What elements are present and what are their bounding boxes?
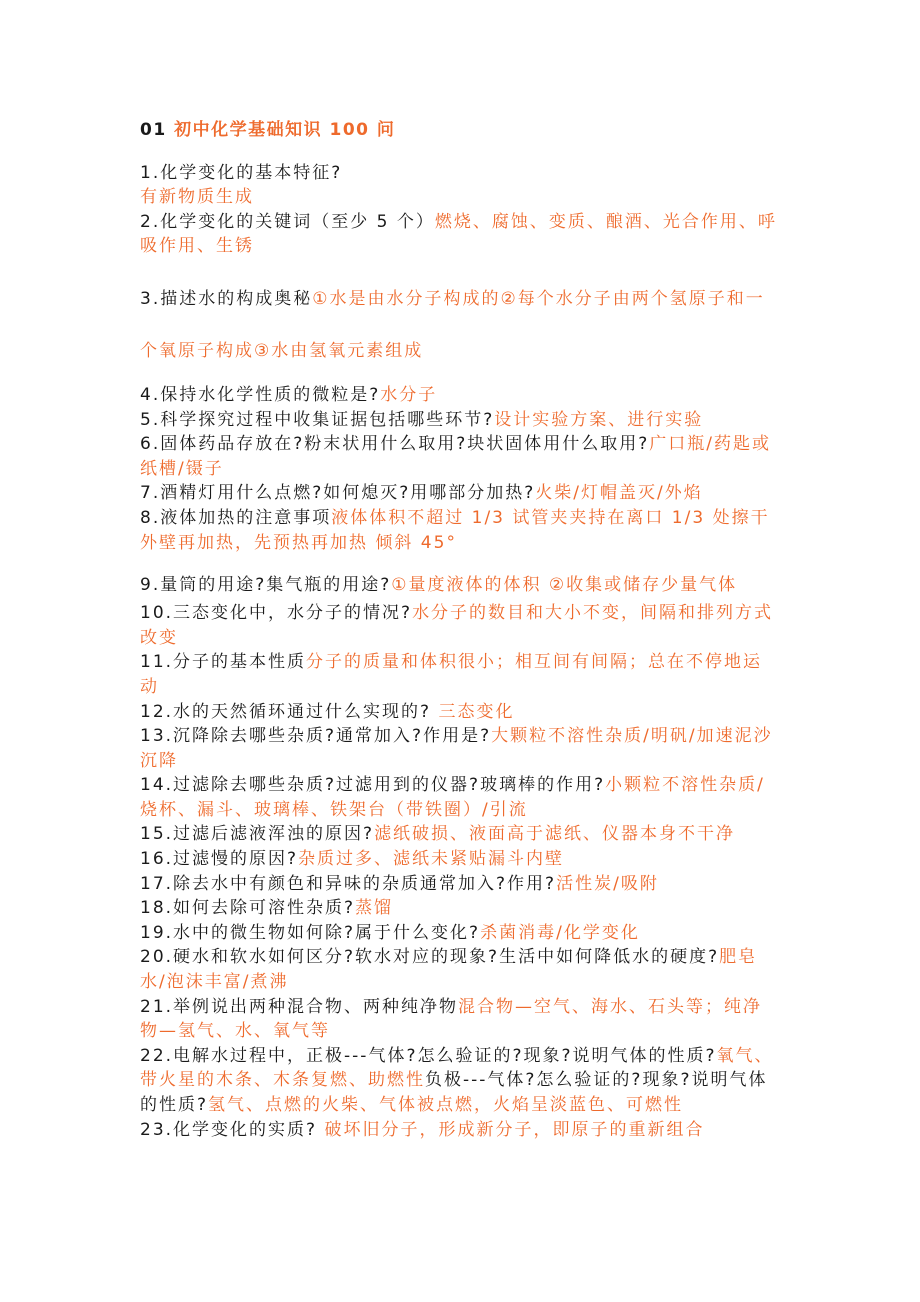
question-text: 12.水的天然循环通过什么实现的? [140, 701, 432, 722]
qa-item-14 [140, 773, 780, 822]
answer-text: 肥皂水/泡沫丰富/煮沸 [140, 947, 758, 993]
question-text: 20.硬水和软水如何区分?软水对应的现象?生活中如何降低水的硬度? [140, 947, 720, 968]
qa-item-10 [140, 601, 780, 650]
answer-text: 破坏旧分子，形成新分子，即原子的重新组合 [317, 1119, 705, 1140]
qa-item-16 [140, 847, 780, 872]
qa-item-3 [140, 273, 780, 377]
answer-text: 设计实验方案、进行实验 [494, 409, 704, 430]
answer-text: 混合物—空气、海水、石头等；纯净物—氢气、水、氧气等 [140, 996, 763, 1042]
qa-item-9 [140, 569, 780, 601]
question-text: 21.举例说出两种混合物、两种纯净物 [140, 996, 459, 1017]
title-number: 01 [140, 120, 167, 140]
question-text: 23.化学变化的实质? [140, 1119, 318, 1140]
answer-text: ①量度液体的体积 ②收集或储存少量气体 [391, 575, 738, 596]
answer-text: 三态变化 [431, 701, 515, 722]
question-text: 8.液体加热的注意事项 [140, 507, 332, 528]
question-text: 10.三态变化中，水分子的情况? [140, 603, 413, 624]
qa-item-21 [140, 995, 780, 1044]
question-text: 19.水中的微生物如何除?属于什么变化? [140, 922, 481, 943]
question-text: 15.过滤后滤液浑浊的原因? [140, 824, 375, 845]
question-text-2: 负极---气体?怎么验证的?现象?说明气体的性质? [140, 1070, 768, 1115]
answer-text: 杂质过多、滤纸未紧贴漏斗内壁 [298, 849, 565, 870]
answer-text: 小颗粒不溶性杂质/烧杯、漏斗、玻璃棒、铁架台（带铁圈）/引流 [140, 775, 765, 820]
answer-text: ①水是由水分子构成的②每个水分子由两个氢原子和一个氧原子构成③水由氢氧元素组成 [140, 288, 765, 361]
qa-item-23 [140, 1118, 780, 1143]
answer-text: 燃烧、腐蚀、变质、酿酒、光合作用、呼吸作用、生锈 [140, 211, 777, 257]
qa-item-2 [140, 210, 780, 259]
qa-item-17 [140, 872, 780, 897]
answer-text: 分子的质量和体积很小；相互间有间隔；总在不停地运动 [140, 652, 763, 697]
qa-item-19 [140, 921, 780, 946]
question-text: 22.电解水过程中，正极---气体?怎么验证的?现象?说明气体的性质? [140, 1045, 717, 1066]
question-text: 6.固体药品存放在?粉末状用什么取用?块状固体用什么取用? [140, 434, 650, 455]
answer-text: 广口瓶/药匙或纸槽/镊子 [140, 434, 772, 479]
qa-item-7 [140, 481, 780, 506]
question-text: 4.保持水化学性质的微粒是? [140, 384, 381, 405]
question-text: 5.科学探究过程中收集证据包括哪些环节? [140, 409, 495, 430]
question-text: 14.过滤除去哪些杂质?过滤用到的仪器?玻璃棒的作用? [140, 775, 606, 796]
answer-text: 杀菌消毒/化学变化 [480, 922, 640, 943]
answer-text: 蒸馏 [355, 898, 394, 919]
question-text: 18.如何去除可溶性杂质? [140, 898, 356, 919]
qa-item-20 [140, 945, 780, 994]
answer-text: 液体体积不超过 1/3 试管夹夹持在离口 1/3 处擦干外壁再加热，先预热再加热 倾斜 45° [140, 507, 770, 553]
qa-item-8 [140, 506, 780, 555]
answer-text: 滤纸破损、液面高于滤纸、仪器本身不干净 [374, 824, 736, 845]
qa-item-11 [140, 650, 780, 699]
answer-text: 大颗粒不溶性杂质/明矾/加速泥沙沉降 [140, 726, 773, 771]
answer-text: 有新物质生成 [140, 187, 254, 208]
qa-item-15 [140, 822, 780, 847]
answer-text-2: 氢气、点燃的火柴、气体被点燃，火焰呈淡蓝色、可燃性 [208, 1095, 684, 1115]
answer-text: 水分子的数目和大小不变，间隔和排列方式改变 [140, 603, 774, 648]
qa-item-1 [140, 161, 780, 210]
question-text: 13.沉降除去哪些杂质?通常加入?作用是? [140, 726, 492, 747]
qa-item-13 [140, 724, 780, 773]
qa-item-6 [140, 432, 780, 481]
answer-text: 水分子 [380, 384, 438, 405]
qa-item-22 [140, 1044, 780, 1118]
question-text: 9.量筒的用途?集气瓶的用途? [140, 575, 392, 596]
qa-item-4 [140, 383, 780, 408]
document-page [140, 118, 780, 1142]
question-text: 1.化学变化的基本特征? [140, 162, 343, 183]
qa-item-18 [140, 896, 780, 921]
qa-item-5 [140, 408, 780, 433]
page-title [140, 118, 780, 143]
question-text: 2.化学变化的关键词（至少 5 个） [140, 211, 435, 232]
question-text: 7.酒精灯用什么点燃?如何熄灭?用哪部分加热? [140, 483, 536, 504]
title-text: 初中化学基础知识 100 问 [174, 120, 396, 140]
qa-item-12 [140, 700, 780, 725]
question-text: 17.除去水中有颜色和异味的杂质通常加入?作用? [140, 873, 557, 894]
answer-text: 氧气、带火星的木条、木条复燃、助燃性 [140, 1045, 774, 1091]
answer-text: 火柴/灯帽盖灭/外焰 [535, 483, 703, 504]
question-text: 16.过滤慢的原因? [140, 849, 299, 870]
question-text: 11.分子的基本性质 [140, 652, 307, 673]
question-text: 3.描述水的构成奥秘 [140, 288, 313, 309]
answer-text: 活性炭/吸附 [556, 873, 659, 894]
